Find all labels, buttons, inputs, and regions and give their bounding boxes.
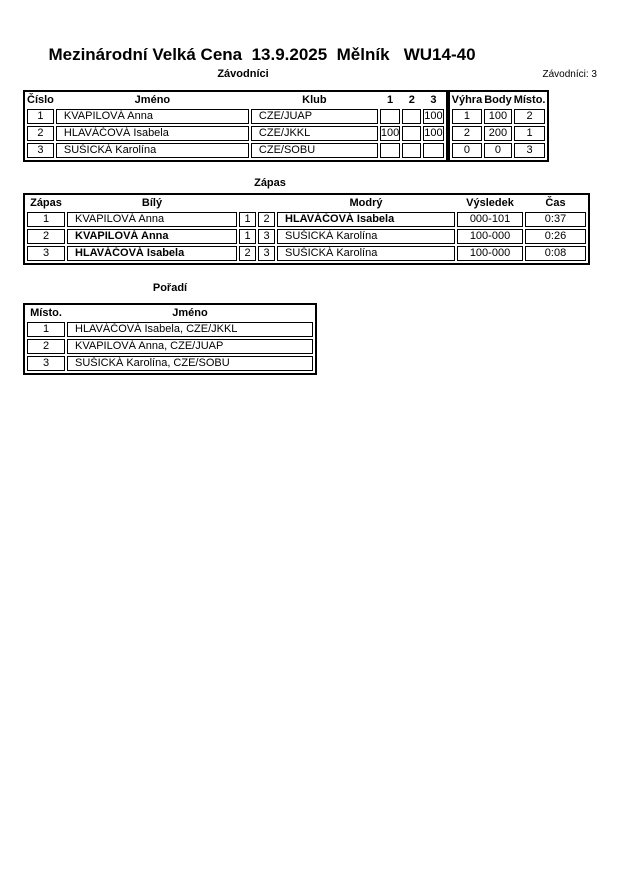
column-header-match: Zápas	[30, 197, 62, 209]
competitors-heading: Závodníci	[217, 68, 269, 80]
column-header-points: Body	[484, 94, 512, 106]
cell-number: 1	[27, 109, 54, 124]
cell-name: HLAVÁČOVÁ Isabela	[56, 126, 249, 141]
cell-place: 2	[514, 109, 546, 124]
column-header-wins: Výhra	[451, 94, 483, 106]
cell-wins: 2	[452, 126, 483, 141]
cell-blue-number: 3	[258, 246, 275, 261]
cell-wins: 0	[452, 143, 483, 158]
column-header-empty	[239, 197, 256, 210]
column-header-r2: 2	[408, 94, 415, 106]
table-row	[27, 143, 444, 158]
cell-white-name: KVAPILOVÁ Anna	[67, 212, 237, 227]
column-header-r1: 1	[387, 94, 394, 106]
competitors-table-group	[23, 90, 549, 162]
cell-r2	[402, 143, 421, 158]
cell-place: 1	[514, 126, 546, 141]
cell-r1: 100	[380, 127, 400, 139]
table-row	[27, 212, 586, 227]
cell-time: 0:37	[525, 212, 586, 227]
cell-name: KVAPILOVÁ Anna	[56, 109, 249, 124]
cell-r3: 100	[424, 110, 443, 122]
cell-match-number: 3	[27, 246, 65, 261]
column-header-name: Jméno	[172, 307, 208, 319]
cell-r1	[380, 143, 400, 158]
cell-name: HLAVÁČOVÁ Isabela, CZE/JKKL	[67, 322, 313, 337]
cell-blue-name: SUŠICKÁ Karolína	[277, 229, 455, 244]
cell-match-number: 2	[27, 229, 65, 244]
table-row	[27, 339, 313, 354]
cell-name: SUŠICKÁ Karolína, CZE/SOBU	[67, 356, 313, 371]
cell-white-number: 1	[239, 229, 256, 244]
column-header-time: Čas	[545, 197, 566, 209]
cell-match-number: 1	[27, 212, 65, 227]
column-header-place: Místo.	[30, 307, 62, 319]
table-row	[452, 143, 546, 158]
table-row	[27, 246, 586, 261]
header-row	[27, 94, 444, 107]
cell-white-name: HLAVÁČOVÁ Isabela	[67, 246, 237, 261]
column-header-club: Klub	[302, 94, 327, 106]
cell-name: SUŠICKÁ Karolína	[56, 143, 249, 158]
cell-white-number: 1	[239, 212, 256, 227]
cell-number: 2	[27, 126, 54, 141]
cell-club: CZE/JKKL	[251, 126, 378, 141]
cell-r3: 100	[424, 127, 443, 139]
matches-table	[23, 193, 590, 265]
page-title: Mezinárodní Velká Cena 13.9.2025 Mělník WU14-40	[48, 45, 476, 64]
cell-blue-number: 3	[258, 229, 275, 244]
cell-place: 3	[27, 356, 65, 371]
cell-club: CZE/JUAP	[251, 109, 378, 124]
header-row	[452, 94, 546, 107]
cell-club: CZE/SOBU	[251, 143, 378, 158]
ranking-heading: Pořadí	[152, 282, 188, 294]
cell-result: 000-101	[457, 212, 523, 227]
cell-number: 3	[27, 143, 54, 158]
cell-name: KVAPILOVÁ Anna, CZE/JUAP	[67, 339, 313, 354]
competitors-table	[23, 90, 448, 162]
cell-blue-number: 2	[258, 212, 275, 227]
header-row	[27, 307, 313, 320]
cell-blue-name: SUŠICKÁ Karolína	[277, 246, 455, 261]
cell-r2	[402, 126, 421, 141]
cell-place: 1	[27, 322, 65, 337]
column-header-name: Jméno	[134, 94, 171, 106]
competitors-count: Závodníci: 3	[542, 69, 597, 80]
table-row	[452, 109, 546, 124]
cell-blue-name: HLAVÁČOVÁ Isabela	[277, 212, 455, 227]
cell-time: 0:26	[525, 229, 586, 244]
column-header-result: Výsledek	[466, 197, 514, 209]
header-row	[27, 197, 586, 210]
cell-place: 2	[27, 339, 65, 354]
ranking-table	[23, 303, 317, 375]
cell-place: 3	[514, 143, 546, 158]
cell-points: 100	[484, 109, 512, 124]
table-row	[27, 229, 586, 244]
column-header-empty	[258, 197, 275, 210]
cell-r2	[402, 109, 421, 124]
page-title-wrap	[0, 45, 524, 65]
table-row	[27, 109, 444, 124]
cell-points: 0	[484, 143, 512, 158]
cell-r1	[380, 109, 400, 124]
cell-r3	[423, 143, 443, 158]
table-row	[27, 126, 444, 141]
table-row	[27, 322, 313, 337]
competitors-score-table	[448, 90, 550, 162]
column-header-number: Číslo	[27, 94, 54, 106]
column-header-r3: 3	[430, 94, 437, 106]
column-header-blue: Modrý	[349, 197, 383, 209]
cell-time: 0:08	[525, 246, 586, 261]
matches-heading: Zápas	[254, 177, 286, 189]
cell-white-number: 2	[239, 246, 256, 261]
cell-result: 100-000	[457, 229, 523, 244]
column-header-white: Bílý	[141, 197, 163, 209]
cell-result: 100-000	[457, 246, 523, 261]
table-row	[452, 126, 546, 141]
cell-white-name: KVAPILOVÁ Anna	[67, 229, 237, 244]
column-header-place: Místo.	[513, 94, 546, 106]
cell-wins: 1	[452, 109, 483, 124]
table-row	[27, 356, 313, 371]
cell-points: 200	[484, 126, 512, 141]
